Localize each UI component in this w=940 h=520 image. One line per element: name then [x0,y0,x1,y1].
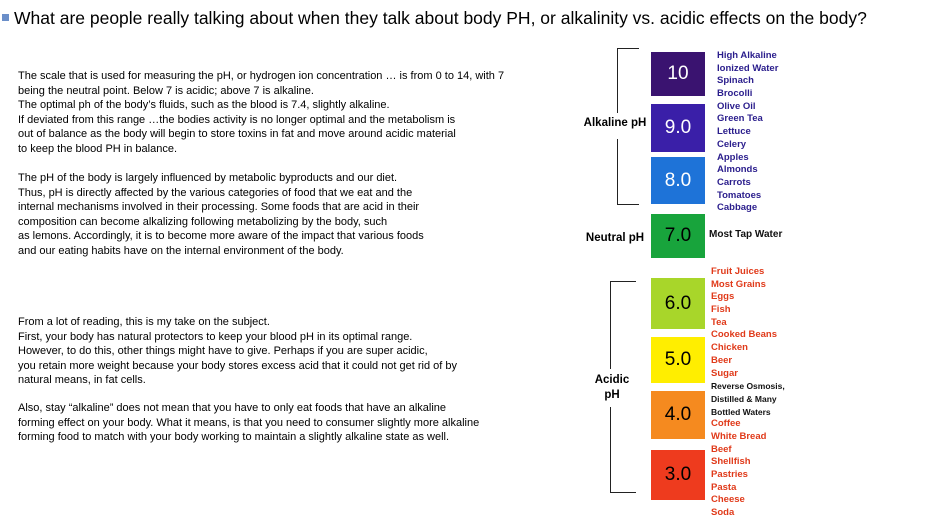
acidic-food-item: White Bread [711,430,767,442]
acidic-food-item: Pasta [711,481,737,493]
alkaline-food-item: High Alkaline [717,50,777,61]
paragraph-diet [18,171,424,258]
alkaline-food-item: Green Tea [717,113,763,125]
text-line: If deviated from this range …the bodies activity is no longer optimal and the metabolism is [18,113,456,126]
alkaline-food-item: Tomatoes [717,189,762,201]
text-line: The optimal ph of the body’s fluids, such as the blood is 7.4, slightly alkaline. [18,99,390,111]
acidic-label [588,373,636,403]
acidic-food-item: Beer [711,354,733,366]
text-line: as lemons. Accordingly, it is to become more aware of the impact that various foods [18,230,424,242]
neutral-food: Most Tap Water [709,229,783,240]
alkaline-label: Alkaline pH [583,117,647,129]
alkaline-food-item: Ionized Water [717,62,779,74]
acidic-food-item: Cheese [711,494,745,506]
text-line: you retain more weight because your body stores excess acid that it could not get rid of by [18,359,458,372]
ph-box-5-0: 5.0 [651,337,705,383]
text-line: composition can become alkalizing following metabolizing by the body, such [18,215,388,228]
text-line: forming food to match with your body working to maintain a slightly alkaline state as well. [18,431,450,443]
acidic-food-item: Tea [711,316,727,328]
ph-box-6-0: 6.0 [651,278,705,329]
acidic-label-line1: Acidic [594,374,630,386]
ph-box-7-0: 7.0 [651,214,705,258]
acidic-food-item: Bottled Waters [711,406,771,417]
acidic-food-item: Most Grains [711,278,766,290]
alkaline-food-item: Cabbage [717,202,758,214]
acidic-food-item: Pastries [711,469,748,480]
acidic-food-item: Soda [711,507,735,519]
alkaline-food-item: Almonds [717,164,758,176]
title-bullet [2,14,9,21]
ph-box-3-0: 3.0 [651,450,705,500]
acidic-food-list [711,266,785,520]
text-line: First, your body has natural protectors to keep your blood pH in its optimal range. [18,330,413,343]
paragraph-ph-scale [18,69,504,156]
alkaline-bracket-top [617,48,639,113]
text-line: natural means, in fat cells. [18,374,146,386]
neutral-label: Neutral pH [585,232,645,244]
text-line: forming effect on your body. What it means, is that you need to consumer slightly more alkaline [18,416,480,429]
acidic-food-item: Shellfish [711,456,751,468]
ph-box-9-0: 9.0 [651,104,705,152]
text-line: The pH of the body is largely influenced by metabolic byproducts and our diet. [18,172,398,184]
paragraph-my-take [18,315,457,388]
text-line: Thus, pH is directly affected by the various categories of food that we eat and the [18,186,413,199]
acidic-food-item: Distilled & Many [711,393,777,404]
acidic-label-line2: pH [604,389,620,401]
ph-box-4-0: 4.0 [651,391,705,439]
ph-box-8-0: 8.0 [651,157,705,204]
acidic-food-item: Reverse Osmosis, [711,381,785,392]
alkaline-food-item: Olive Oil [717,100,756,112]
text-line: internal mechanisms involved in their processing. Some foods that are acid in their [18,201,420,213]
acidic-food-item: Fish [711,304,731,316]
ph-box-10: 10 [651,52,705,96]
alkaline-bracket-bottom [617,139,639,205]
text-line: Also, stay “alkaline” does not mean that you have to only eat foods that have an alkaline [18,402,447,414]
acidic-food-item: Fruit Juices [711,266,765,277]
alkaline-food-item: Brocolli [717,88,753,100]
text-line: The scale that is used for measuring the pH, or hydrogen ion concentration … is from 0 to 14, with 7 [18,70,505,82]
acidic-food-item: Beef [711,443,732,455]
alkaline-food-item: Celery [717,138,747,150]
text-line: to keep the blood PH in balance. [18,142,178,155]
alkaline-food-list [717,50,778,215]
alkaline-food-item: Spinach [717,75,754,87]
acidic-food-item: Eggs [711,291,735,303]
acidic-food-item: Cooked Beans [711,329,777,341]
acidic-food-item: Sugar [711,367,738,379]
paragraph-stay-alkaline [18,401,479,445]
acidic-food-item: Coffee [711,418,741,430]
text-line: From a lot of reading, this is my take on the subject. [18,316,270,328]
acidic-bracket-top [610,281,636,369]
alkaline-food-item: Carrots [717,176,751,188]
acidic-food-item: Chicken [711,342,748,354]
text-line: However, to do this, other things might have to give. Perhaps if you are super acidic, [18,345,428,357]
alkaline-food-item: Lettuce [717,126,751,138]
text-line: being the neutral point. Below 7 is acidic; above 7 is alkaline. [18,84,314,97]
text-line: and our eating habits have on the internal environment of the body. [18,244,344,257]
text-line: out of balance as the body will begin to store toxins in fat and move around acidic material [18,128,456,140]
acidic-bracket-bottom [610,407,636,493]
alkaline-food-item: Apples [717,151,749,163]
slide-title: What are people really talking about when they talk about body PH, or alkalinity vs. acidic effects on the body? [14,8,867,28]
